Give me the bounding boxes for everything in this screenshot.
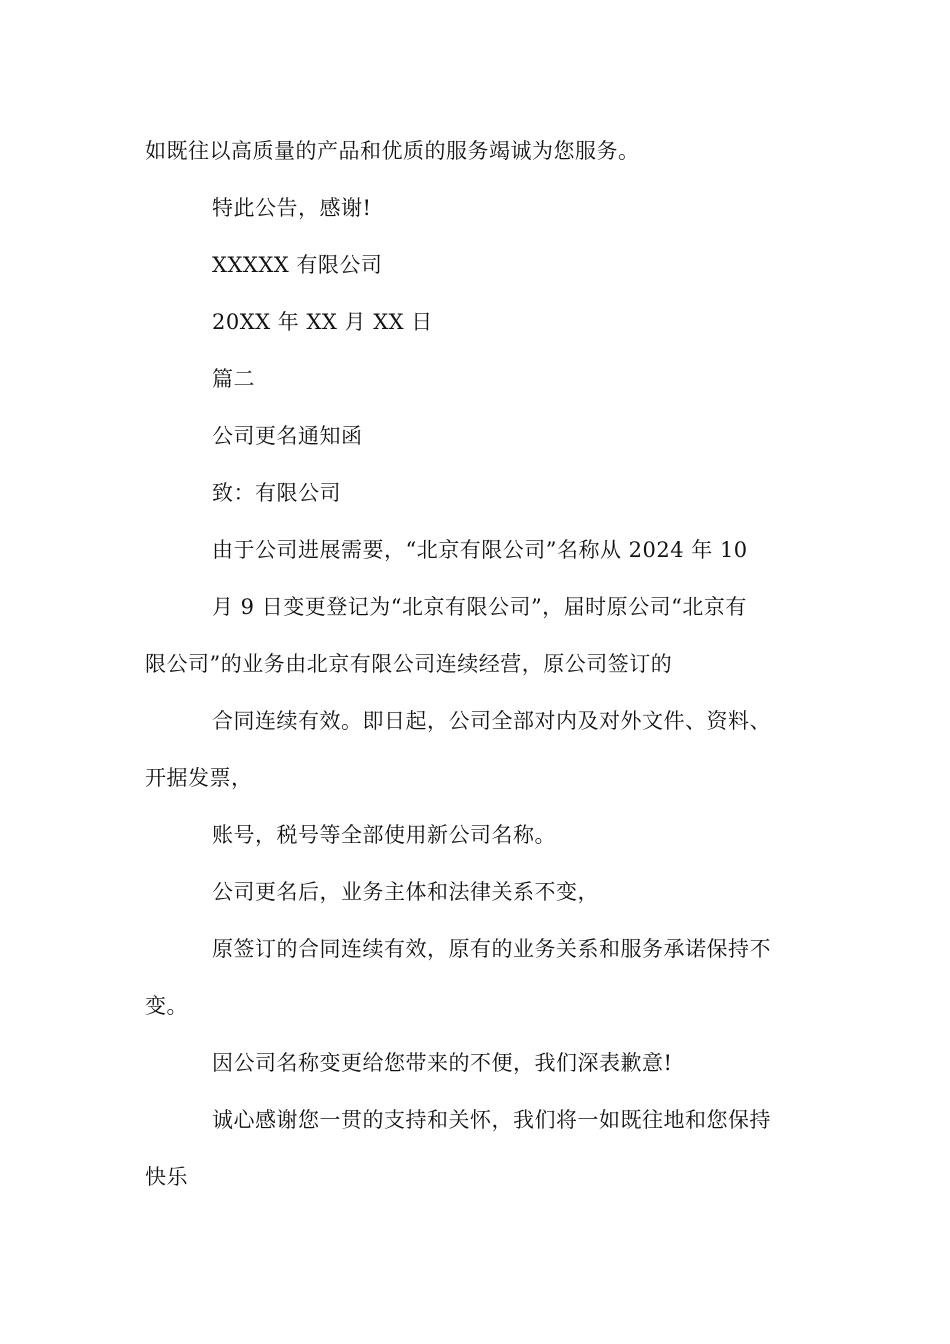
text-line: 合同连续有效。即日起，公司全部对内及对外文件、资料、 bbox=[212, 709, 771, 733]
text-line: 诚心感谢您一贯的支持和关怀，我们将一如既往地和您保持 bbox=[212, 1108, 771, 1132]
text-line: 如既往以高质量的产品和优质的服务竭诚为您服务。 bbox=[145, 139, 640, 163]
text-line: 变。 bbox=[145, 994, 188, 1018]
recipient-line: 致：有限公司 bbox=[212, 481, 341, 505]
section-heading: 篇二 bbox=[212, 367, 255, 391]
text-line: 快乐 bbox=[145, 1165, 188, 1189]
letter-title: 公司更名通知函 bbox=[212, 424, 363, 448]
text-line: 因公司名称变更给您带来的不便，我们深表歉意! bbox=[212, 1051, 673, 1075]
text-line: 限公司”的业务由北京有限公司连续经营，原公司签订的 bbox=[145, 652, 673, 676]
text-line: 开据发票， bbox=[145, 766, 253, 790]
text-line: 公司更名后，业务主体和法律关系不变， bbox=[212, 880, 599, 904]
company-name: XXXXX 有限公司 bbox=[212, 253, 383, 277]
text-line: 账号，税号等全部使用新公司名称。 bbox=[212, 823, 556, 847]
text-line: 由于公司进展需要，“北京有限公司”名称从 2024 年 10 bbox=[212, 538, 748, 562]
text-line: 月 9 日变更登记为“北京有限公司”，届时原公司“北京有 bbox=[212, 595, 747, 619]
date-line: 20XX 年 XX 月 XX 日 bbox=[212, 310, 433, 334]
text-line: 原签订的合同连续有效，原有的业务关系和服务承诺保持不 bbox=[212, 937, 771, 961]
text-line: 特此公告，感谢! bbox=[212, 196, 372, 220]
